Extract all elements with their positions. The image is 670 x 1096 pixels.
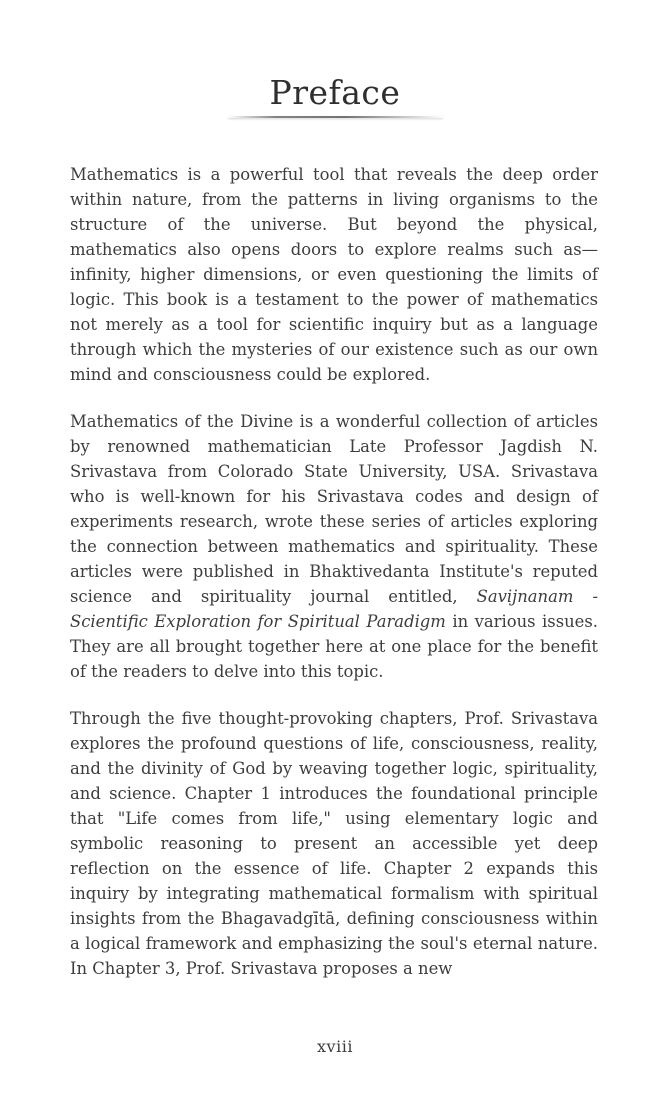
- italic-text: Savijnanam - Scientific Exploration for Spiritual Paradigm: [70, 587, 598, 632]
- paragraph: [70, 409, 598, 684]
- body-text: Through the five thought-provoking chapters, Prof. Srivastava explores the profound questions of life, consciousness, reality, and the divinity of God by weaving together logic, spirituality, and science. Chapter 1 introduces the foundational principle that "Life comes from life," using elementary logic and symbolic reasoning to present an accessible yet deep reflection on the essence of life. Chapter 2 expands this inquiry by integrating mathematical formalism with spiritual insights from the Bhagavadgītā, defining consciousness within a logical framework and emphasizing the soul's eternal nature. In Chapter 3, Prof. Srivastava proposes a new: [70, 709, 598, 979]
- title-underline: [228, 116, 443, 118]
- paragraph: [70, 162, 598, 387]
- body-text: Mathematics of the Divine is a wonderful collection of articles by renowned mathematician Late Professor Jagdish N. Srivastava from Colorado State University, USA. Srivastava who is well-known for his Srivastava codes and design of experiments research, wrote these series of articles exploring the connection between mathematics and spirituality. These articles were published in Bhaktivedanta Institute's reputed science and spirituality journal entitled,: [70, 412, 598, 607]
- paragraph: [70, 706, 598, 981]
- preface-text: [70, 162, 598, 981]
- body-text: in various issues. They are all brought together here at one place for the benefit of the readers to delve into this topic.: [70, 612, 598, 682]
- page-number: xviii: [317, 1037, 353, 1056]
- book-page: [0, 72, 670, 1096]
- page-title: Preface: [269, 73, 401, 112]
- body-text: Mathematics is a powerful tool that reveals the deep order within nature, from the patterns in living organisms to the structure of the universe. But beyond the physical, mathematics also opens doors to explore realms such as—infinity, higher dimensions, or even questioning the limits of logic. This book is a testament to the power of mathematics not merely as a tool for scientific inquiry but as a language through which the mysteries of our existence such as our own mind and consciousness could be explored.: [70, 165, 598, 385]
